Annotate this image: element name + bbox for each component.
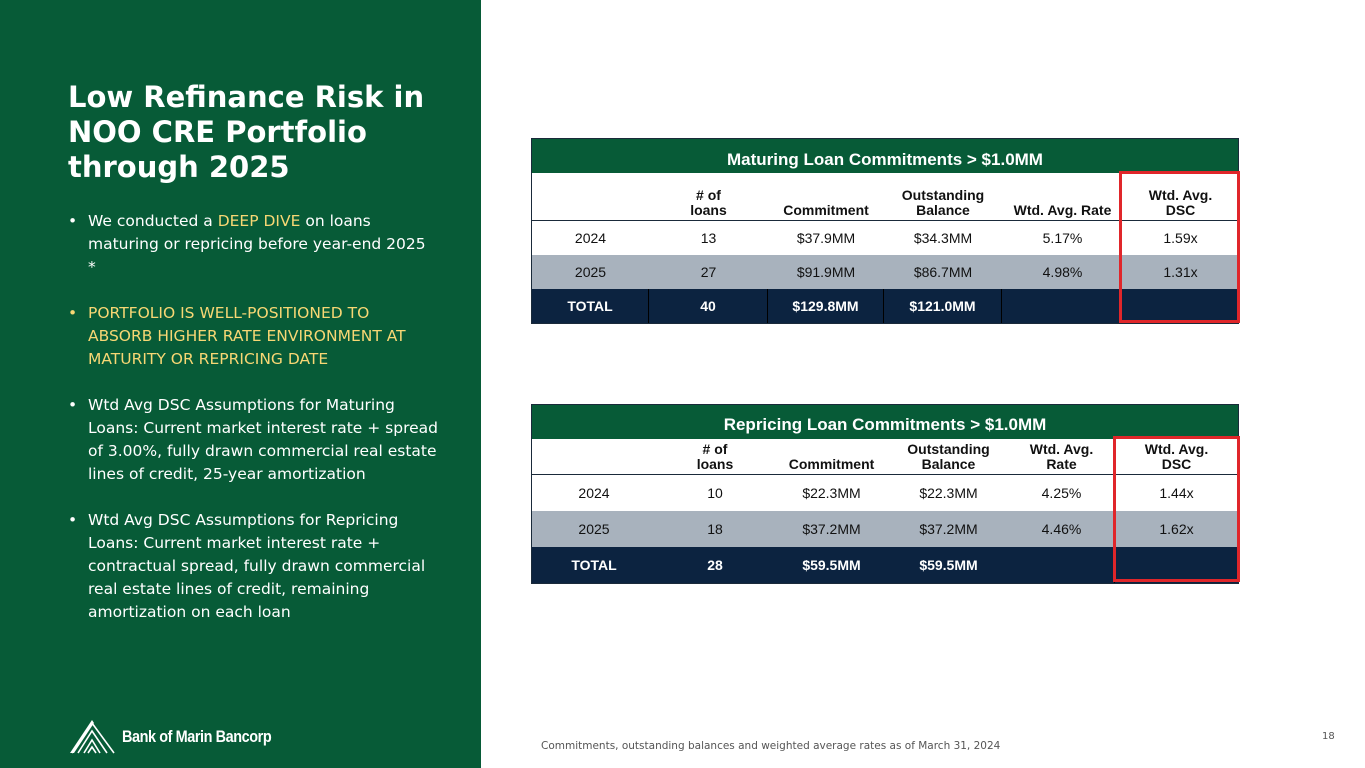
cell-commitment: $22.3MM	[802, 485, 861, 501]
column-header-outstanding-balance: Outstanding Balance	[907, 441, 990, 472]
cell-loans: 10	[707, 485, 723, 501]
table-title: Repricing Loan Commitments > $1.0MM	[532, 405, 1238, 439]
page-number: 18	[1322, 731, 1335, 742]
cell-loans: 27	[700, 264, 717, 280]
cell-outstanding-balance: $59.5MM	[919, 557, 978, 573]
cell-year: TOTAL	[571, 557, 617, 573]
cell-wtd-avg-dsc: 1.62x	[1159, 521, 1194, 537]
dsc-callout-box	[1113, 436, 1240, 582]
cell-wtd-avg-dsc: 1.31x	[1163, 264, 1198, 280]
cell-commitment: $37.2MM	[802, 521, 861, 537]
cell-year: 2025	[578, 521, 610, 537]
cell-wtd-avg-rate: 4.98%	[1042, 264, 1083, 280]
bullet-maturing-assumptions: • Wtd Avg DSC Assumptions for Maturing Loans: Current market interest rate + spread of 3.00%, fully drawn commercial real estate lines of credit, 25-year amortization	[68, 394, 438, 486]
cell-outstanding-balance: $86.7MM	[913, 264, 973, 280]
cell-wtd-avg-rate	[1008, 547, 1115, 583]
column-header-year	[532, 173, 649, 220]
cell-year: 2024	[578, 485, 610, 501]
logo-text: Bank of Marin Bancorp	[122, 727, 272, 746]
column-header-wtd-avg-rate: Wtd. Avg. Rate	[1013, 202, 1112, 218]
column-header-year	[532, 439, 656, 474]
bullet-emphasis: DEEP DIVE	[217, 212, 301, 230]
column-header-loans: # of loans	[690, 187, 727, 218]
cell-outstanding-balance: $121.0MM	[884, 289, 1002, 323]
bank-logo	[70, 719, 298, 755]
cell-loans: 40	[649, 289, 768, 323]
pine-tree-icon	[70, 720, 116, 754]
cell-wtd-avg-rate: 5.17%	[1042, 230, 1083, 246]
dsc-callout-box	[1119, 171, 1240, 323]
bullet-deep-dive	[68, 210, 438, 279]
column-header-commitment: Commitment	[783, 202, 869, 218]
footnote: Commitments, outstanding balances and weighted average rates as of March 31, 2024	[541, 740, 1001, 752]
cell-year: 2024	[574, 230, 607, 246]
cell-wtd-avg-rate: 4.46%	[1041, 521, 1082, 537]
bullet-portfolio-positioned: • PORTFOLIO IS WELL-POSITIONED TO ABSORB HIGHER RATE ENVIRONMENT AT MATURITY OR REPRICING DATE	[68, 302, 438, 371]
cell-loans: 28	[707, 557, 723, 573]
cell-loans: 18	[707, 521, 723, 537]
cell-wtd-avg-dsc: 1.59x	[1163, 230, 1198, 246]
cell-year: TOTAL	[532, 289, 649, 323]
column-header-commitment: Commitment	[788, 456, 875, 472]
slide-title: Low Refinance Risk in NOO CRE Portfolio through 2025	[68, 80, 425, 184]
bullet-repricing-assumptions: • Wtd Avg DSC Assumptions for Repricing Loans: Current market interest rate + contractual spread, fully drawn commercial real estate lines of credit, remaining amortization on each loan	[68, 509, 438, 624]
cell-commitment: $59.5MM	[802, 557, 861, 573]
column-header-wtd-avg-rate: Wtd. Avg. Rate	[1029, 441, 1094, 472]
cell-commitment: $91.9MM	[796, 264, 856, 280]
table-title: Maturing Loan Commitments > $1.0MM	[532, 139, 1238, 173]
bullet-text: on loans maturing or repricing before year-end 2025 *	[88, 212, 426, 276]
cell-year: 2025	[574, 264, 607, 280]
cell-commitment: $129.8MM	[768, 289, 884, 323]
cell-outstanding-balance: $22.3MM	[919, 485, 978, 501]
cell-wtd-avg-rate	[1002, 289, 1123, 323]
cell-loans: 13	[700, 230, 717, 246]
bullet-list	[68, 210, 438, 647]
cell-outstanding-balance: $37.2MM	[919, 521, 978, 537]
cell-outstanding-balance: $34.3MM	[913, 230, 973, 246]
cell-commitment: $37.9MM	[796, 230, 856, 246]
column-header-loans: # of loans	[696, 441, 734, 472]
column-header-outstanding-balance: Outstanding Balance	[901, 187, 985, 218]
bullet-text: We conducted a	[88, 212, 218, 230]
cell-wtd-avg-dsc: 1.44x	[1159, 485, 1194, 501]
column-header-wtd-avg-dsc: Wtd. Avg. DSC	[1144, 441, 1209, 472]
left-panel	[0, 0, 481, 768]
cell-wtd-avg-rate: 4.25%	[1041, 485, 1082, 501]
column-header-wtd-avg-dsc: Wtd. Avg. DSC	[1148, 187, 1213, 218]
